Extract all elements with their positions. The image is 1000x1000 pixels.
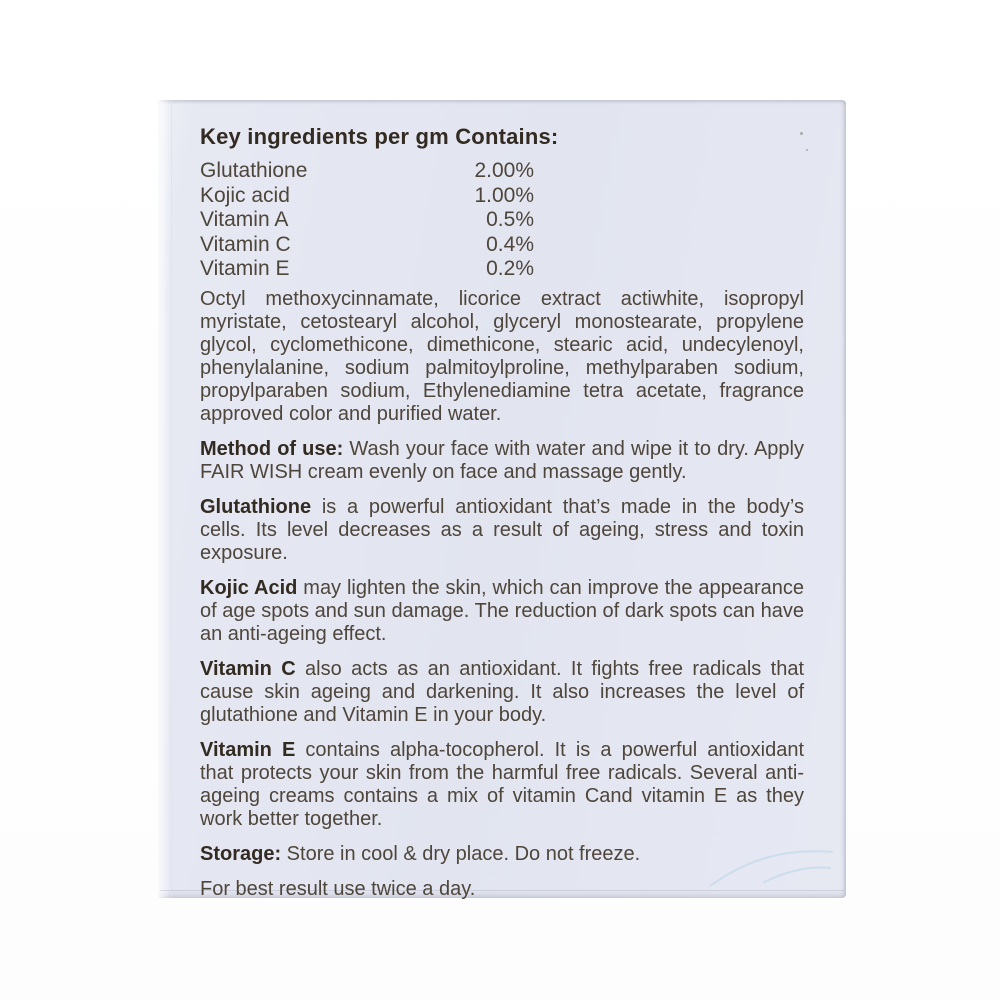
dirt-speck (800, 132, 803, 135)
storage-label: Storage: (200, 842, 282, 865)
vitamin-e-text: contains alpha-tocopherol. It is a powerful antioxidant that protects your skin from the harmful free radicals. Several anti-ageing creams contains a mix of vitamin Cand vitamin E as they work better together. (200, 738, 804, 830)
ingredient-row (200, 233, 534, 258)
method-of-use-paragraph (200, 438, 804, 484)
ingredient-name: Vitamin E (200, 257, 290, 281)
kojic-acid-label: Kojic Acid (200, 576, 298, 599)
vitamin-c-label: Vitamin C (200, 657, 296, 680)
vitamin-e-paragraph (200, 739, 804, 831)
key-ingredients-table (200, 159, 534, 282)
method-of-use-label: Method of use: (200, 437, 344, 460)
ingredient-row (200, 184, 534, 209)
ingredient-value: 0.4% (486, 232, 534, 256)
glutathione-text: is a powerful antioxidant that’s made in the body’s cells. Its level decreases as a result of ageing, stress and toxin exposure. (200, 495, 804, 564)
other-ingredients-paragraph: Octyl methoxycinnamate, licorice extract actiwhite, isopropyl myristate, cetostearyl alcohol, glyceryl monostearate, propylene glycol, cyclomethicone, dimethicone, stearic acid, undecylenoyl, phenylalanine, sodium palmitoylproline, methylparaben sodium, propylparaben sodium, Ethylenediamine tetra acetate, fragrance approved color and purified water. (200, 287, 804, 425)
vitamin-c-text: also acts as an antioxidant. It fights free radicals that cause skin ageing and darkening. It also increases the level of glutathione and Vitamin E in your body. (200, 657, 804, 726)
kojic-acid-paragraph (200, 577, 804, 646)
vitamin-e-label: Vitamin E (200, 738, 296, 761)
storage-text: Store in cool & dry place. Do not freeze. (281, 842, 641, 865)
ingredient-row (200, 159, 534, 184)
ingredient-name: Vitamin C (200, 232, 291, 256)
method-of-use-text: Wash your face with water and wipe it to dry. Apply FAIR WISH cream evenly on face and massage gently. (200, 437, 804, 483)
ingredient-name: Glutathione (200, 159, 308, 182)
label-content (200, 124, 804, 901)
ingredient-value: 0.2% (486, 257, 534, 281)
ingredient-name: Kojic acid (200, 183, 290, 207)
vitamin-c-paragraph (200, 658, 804, 727)
key-ingredients-heading: Key ingredients per gm Contains: (200, 124, 559, 149)
blue-ink-smudge (706, 842, 836, 892)
product-box-back-panel (158, 100, 846, 898)
usage-frequency-note: For best result use twice a day. (200, 877, 476, 900)
kojic-acid-text: may lighten the skin, which can improve the appearance of age spots and sun damage. The reduction of dark spots can have an anti-ageing effect. (200, 576, 804, 645)
ingredient-row (200, 208, 534, 233)
box-left-edge-highlight (158, 100, 172, 898)
ingredient-name: Vitamin A (200, 208, 289, 232)
ingredient-value: 0.5% (486, 208, 534, 232)
ingredient-value: 1.00% (474, 183, 534, 207)
ingredient-row (200, 257, 534, 282)
dirt-speck (806, 149, 808, 151)
ingredient-value: 2.00% (474, 159, 534, 182)
glutathione-label: Glutathione (200, 495, 312, 518)
glutathione-paragraph (200, 496, 804, 565)
